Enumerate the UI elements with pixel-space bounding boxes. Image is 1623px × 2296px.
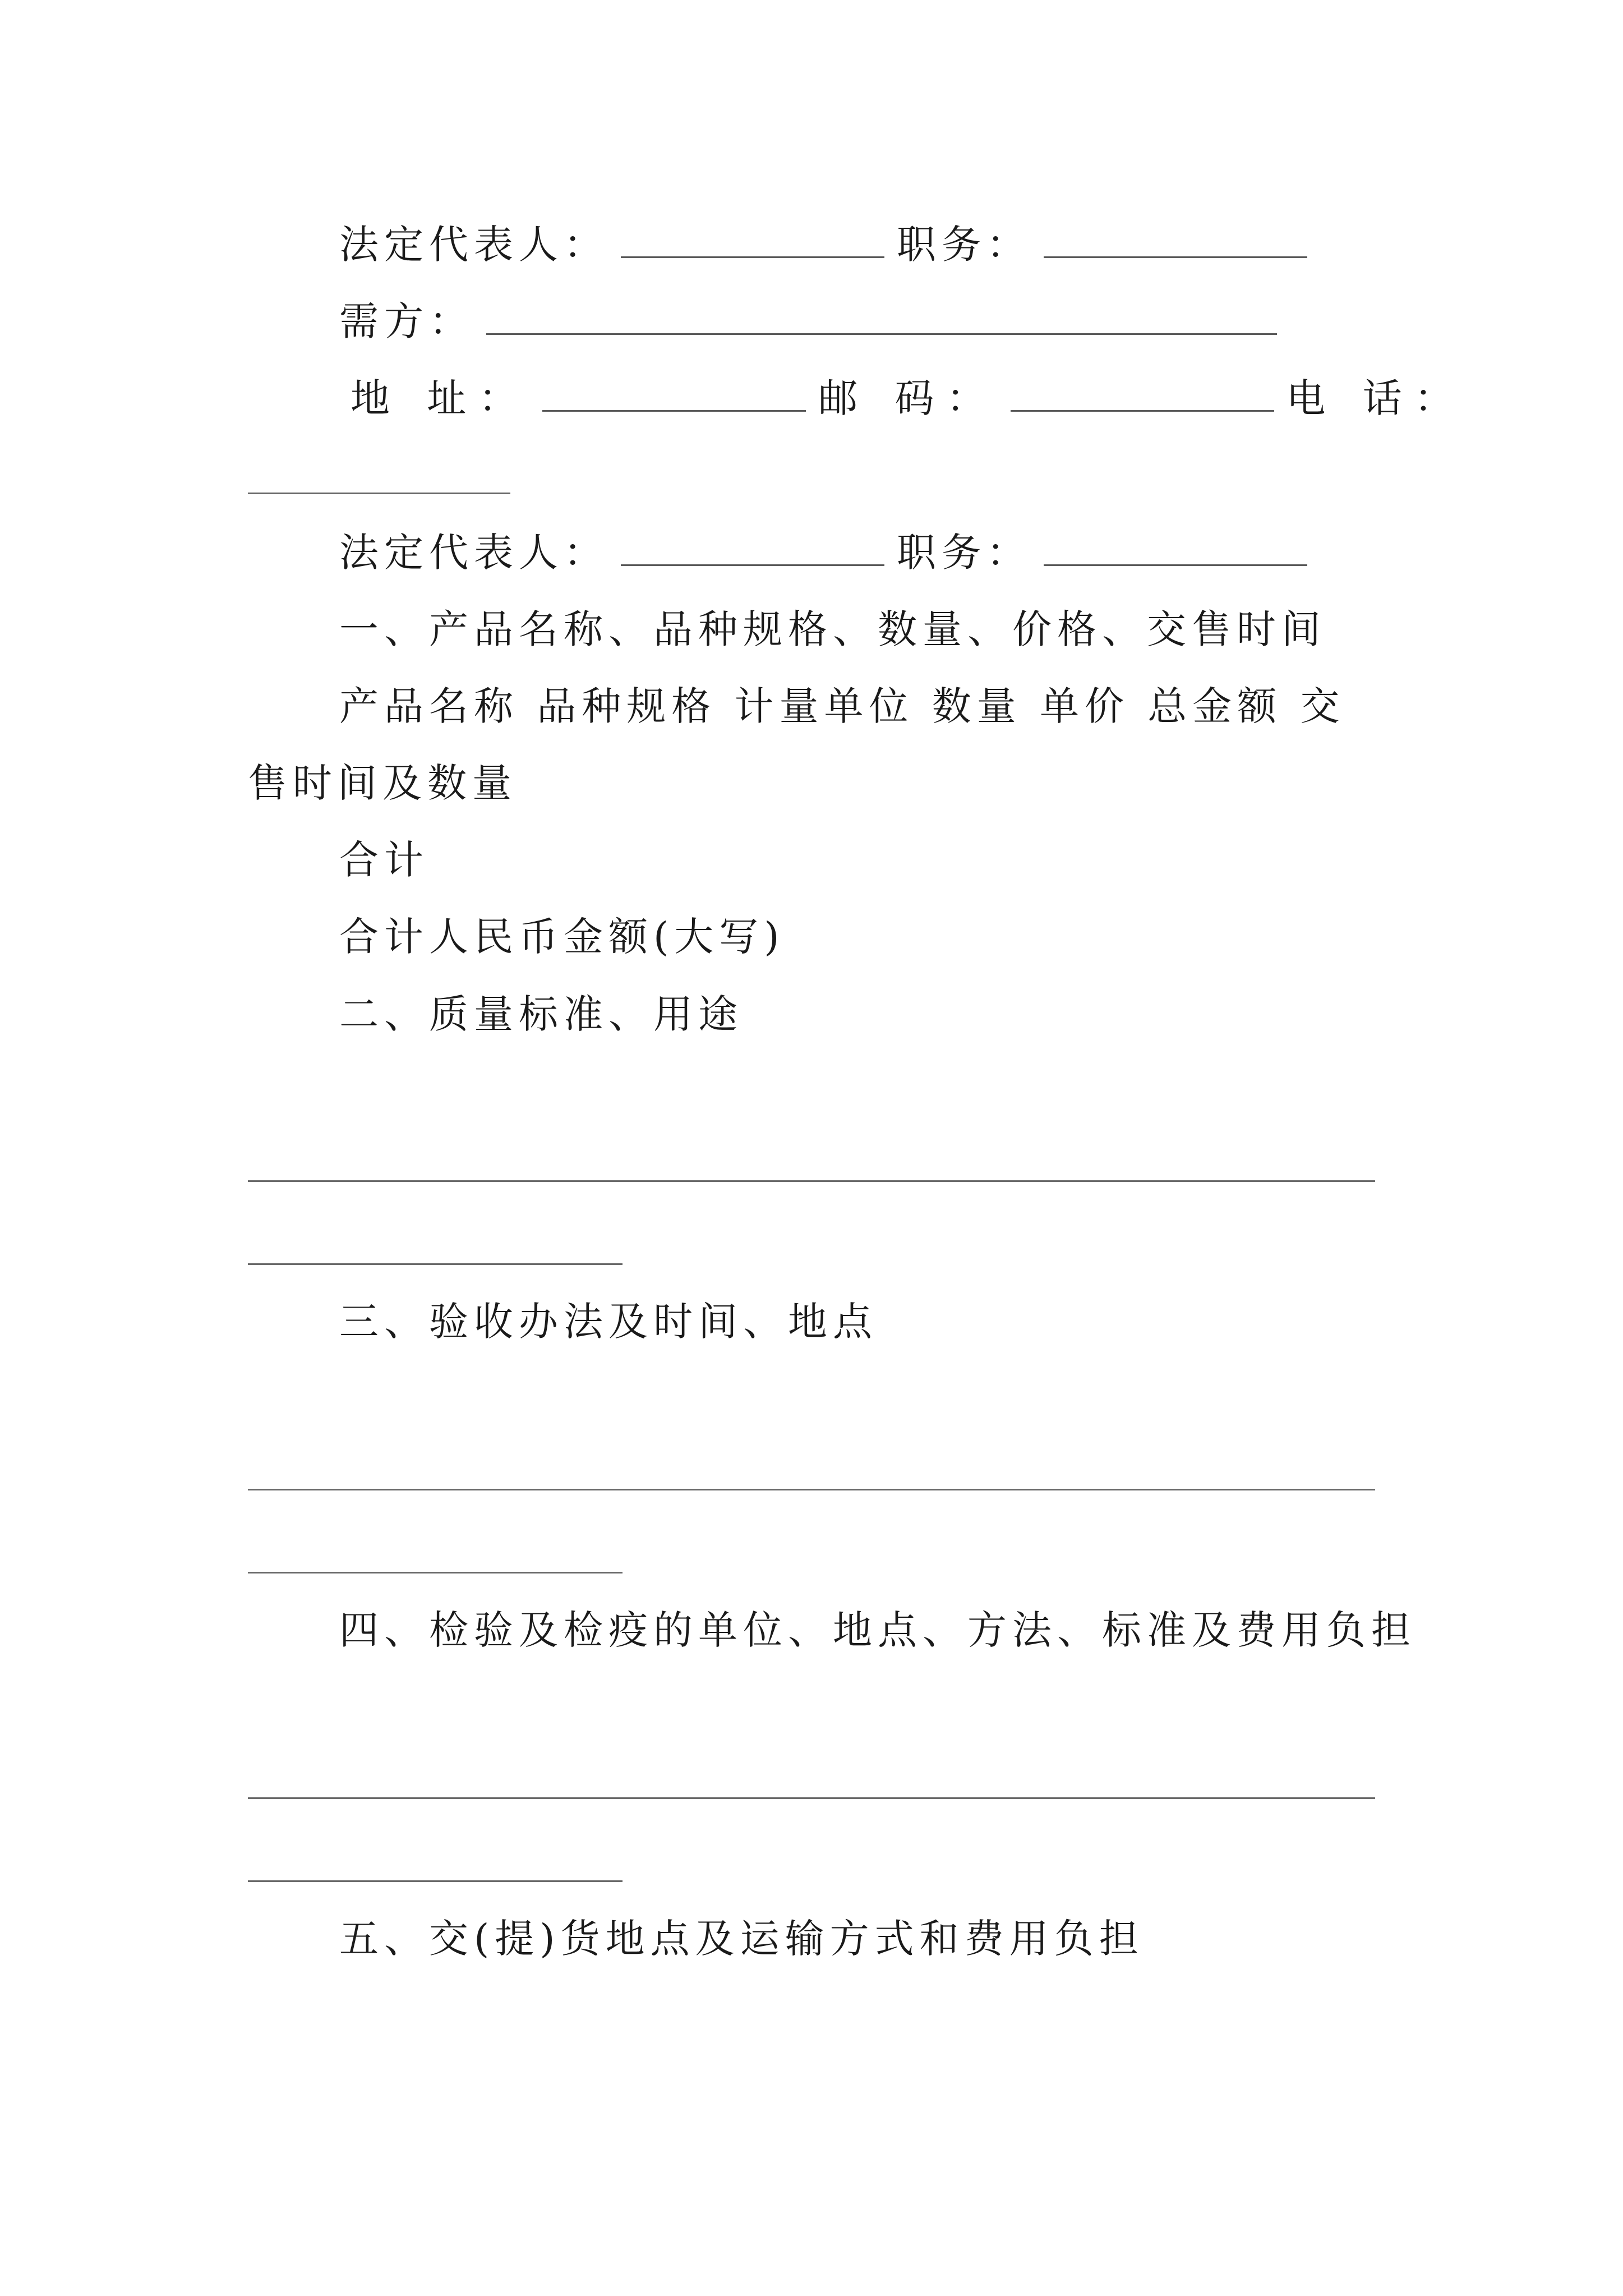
section5-heading: 五、交(提)货地点及运输方式和费用负担 xyxy=(339,1916,1144,1962)
buyer-label: 需方： xyxy=(339,298,474,344)
buyer-legal-rep-field[interactable] xyxy=(621,531,884,566)
postcode-label: 邮 码： xyxy=(818,375,998,421)
address-label: 地 址： xyxy=(351,375,531,421)
section1-total-rmb: 合计人民币金额(大写) xyxy=(339,914,785,960)
buyer-position-label: 职务： xyxy=(897,530,1031,576)
supplier-position-label: 职务： xyxy=(897,222,1031,268)
section1-heading: 一、产品名称、品种规格、数量、价格、交售时间 xyxy=(339,606,1326,652)
section3-heading: 三、验收办法及时间、地点 xyxy=(339,1299,878,1345)
address-field[interactable] xyxy=(542,376,806,412)
section4-heading: 四、检验及检疫的单位、地点、方法、标准及费用负担 xyxy=(339,1607,1416,1653)
section3-blank-line-2[interactable] xyxy=(248,1572,623,1573)
section2-heading: 二、质量标准、用途 xyxy=(339,991,743,1037)
section2-blank-line-1[interactable] xyxy=(248,1180,1375,1182)
buyer-legal-rep-line xyxy=(339,526,1320,579)
section4-blank-line-2[interactable] xyxy=(248,1880,623,1882)
buyer-legal-rep-label: 法定代表人： xyxy=(339,530,608,576)
postcode-field[interactable] xyxy=(1011,376,1274,412)
section1-columns-line1: 产品名称 品种规格 计量单位 数量 单价 总金额 交 xyxy=(339,683,1345,729)
supplier-position-field[interactable] xyxy=(1044,223,1307,258)
buyer-contact-line xyxy=(351,371,1466,425)
section2-blank-line-2[interactable] xyxy=(248,1263,623,1265)
buyer-line xyxy=(339,295,1289,348)
buyer-position-field[interactable] xyxy=(1044,531,1307,566)
section4-blank-line-1[interactable] xyxy=(248,1797,1375,1799)
supplier-legal-rep-line xyxy=(339,218,1320,272)
buyer-field[interactable] xyxy=(486,300,1277,335)
phone-field[interactable] xyxy=(248,493,510,494)
supplier-legal-rep-field[interactable] xyxy=(621,223,884,258)
section3-blank-line-1[interactable] xyxy=(248,1489,1375,1490)
section1-total: 合计 xyxy=(339,837,429,883)
phone-label: 电 话： xyxy=(1286,375,1466,421)
section1-columns-line2: 售时间及数量 xyxy=(248,760,517,806)
supplier-legal-rep-label: 法定代表人： xyxy=(339,222,608,268)
